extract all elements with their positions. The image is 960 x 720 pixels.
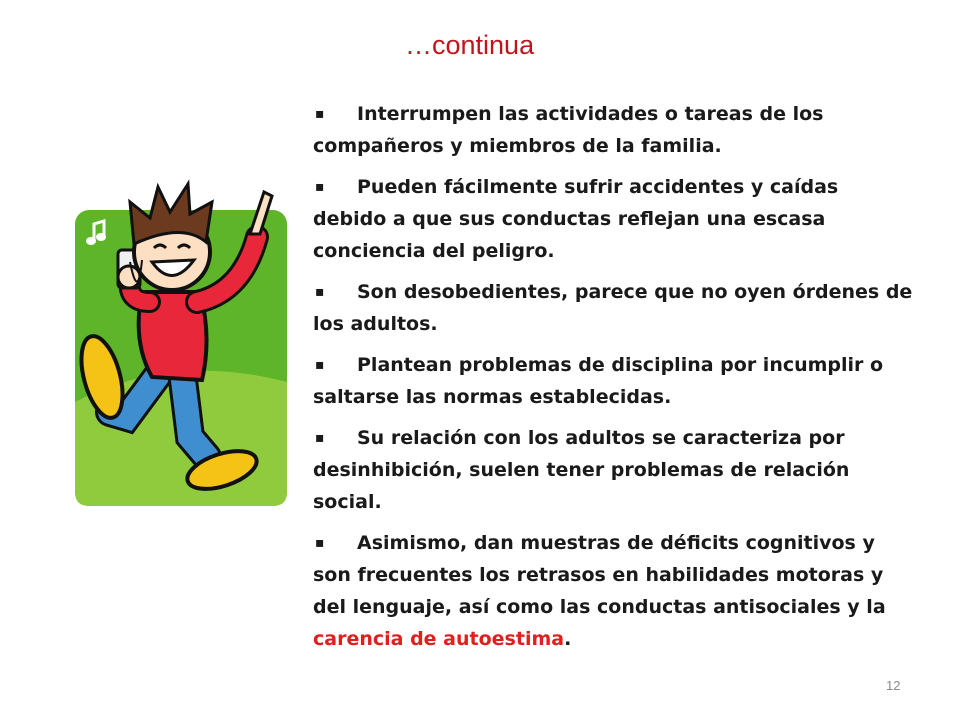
list-item [313, 98, 913, 162]
bullet-text: Plantean problemas de disciplina por incumplir o saltarse las normas establecidas. [313, 354, 884, 408]
bullet-text: Pueden fácilmente sufrir accidentes y caídas debido a que sus conductas reflejan una escasa conciencia del peligro. [313, 176, 839, 262]
list-item [313, 349, 913, 413]
page-number: 12 [886, 678, 901, 693]
bullet-marker: ▪ [315, 179, 325, 195]
bullet-marker: ▪ [315, 430, 325, 446]
list-item [313, 276, 913, 340]
bullet-text: Son desobedientes, parece que no oyen órdenes de los adultos. [313, 281, 913, 335]
list-item [313, 171, 913, 267]
bullet-marker: ▪ [315, 284, 325, 300]
list-item [313, 422, 913, 518]
list-item [313, 527, 913, 655]
highlighted-phrase: carencia de autoestima [313, 628, 565, 650]
bullet-marker: ▪ [315, 535, 325, 551]
bullet-text: Interrumpen las actividades o tareas de los compañeros y miembros de la familia. [313, 103, 824, 157]
bullet-text: Su relación con los adultos se caracteriza por desinhibición, suelen tener problemas de relación social. [313, 427, 850, 513]
bullet-marker: ▪ [315, 357, 325, 373]
bullet-text: Asimismo, dan muestras de déficits cognitivos y son frecuentes los retrasos en habilidades motoras y del lenguaje, así como las conductas antisociales y la [313, 532, 886, 618]
bullet-suffix: . [564, 628, 572, 650]
bullet-list [313, 98, 913, 664]
slide-title: …continua [405, 30, 535, 60]
dancing-boy-illustration [72, 152, 294, 522]
bullet-marker: ▪ [315, 106, 325, 122]
